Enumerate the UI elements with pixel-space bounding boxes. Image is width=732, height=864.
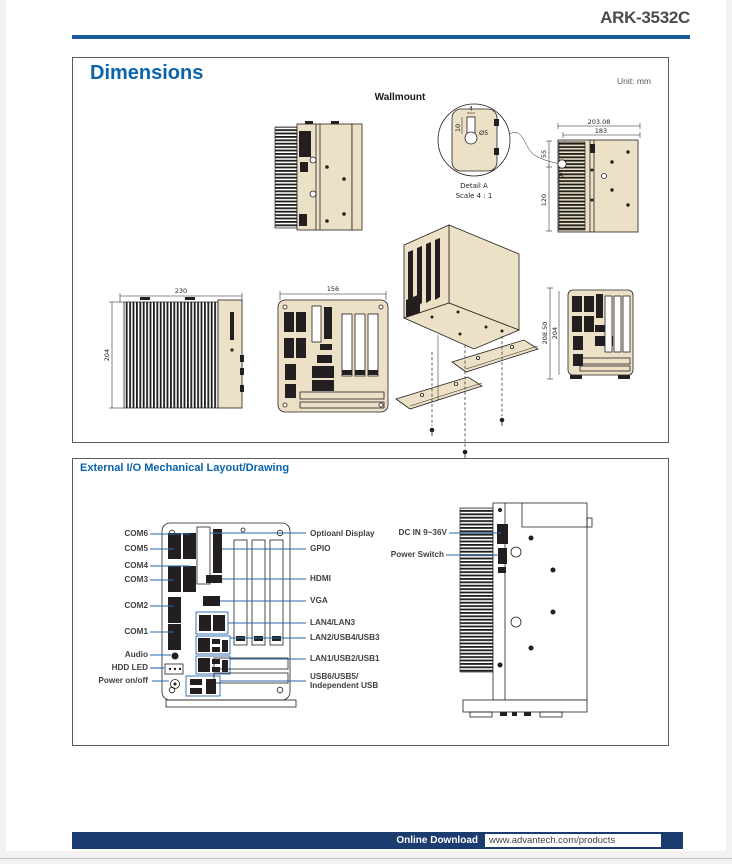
svg-text:204: 204 <box>103 348 111 362</box>
svg-text:10: 10 <box>454 123 462 133</box>
svg-text:Detail A: Detail A <box>460 182 488 190</box>
io-label-power-switch: Power Switch <box>390 550 444 559</box>
io-label-gpio: GPIO <box>310 544 331 553</box>
svg-text:Scale 4 : 1: Scale 4 : 1 <box>455 192 493 200</box>
svg-text:208.50: 208.50 <box>541 321 549 345</box>
product-title: ARK-3532C <box>600 8 690 27</box>
wallmount-label: Wallmount <box>374 92 426 103</box>
io-label-lan4-lan3: LAN4/LAN3 <box>310 618 356 627</box>
io-label-hdd-led: HDD LED <box>111 663 148 672</box>
io-label-vga: VGA <box>310 596 328 605</box>
io-label-com6: COM6 <box>124 529 148 538</box>
svg-text:55: 55 <box>540 149 548 159</box>
svg-text:203.08: 203.08 <box>587 118 611 126</box>
unit-label: Unit: mm <box>617 76 651 86</box>
io-label-independent-usb: Independent USB <box>310 681 379 690</box>
io-label-lan1-usb2-usb1: LAN1/USB2/USB1 <box>310 654 380 663</box>
svg-text:Ø5: Ø5 <box>479 129 489 137</box>
io-label-com2: COM2 <box>124 601 148 610</box>
drawing-side-view-230 <box>103 287 244 408</box>
online-download-label: Online Download <box>396 835 478 846</box>
dimensions-title: Dimensions <box>90 62 204 84</box>
page-bottom-line <box>0 858 732 859</box>
io-label-lan2-usb4-usb3: LAN2/USB4/USB3 <box>310 633 380 642</box>
svg-text:A: A <box>558 171 564 179</box>
io-label-optional-display: Optioanl Display <box>310 529 375 538</box>
svg-text:230: 230 <box>174 287 188 295</box>
io-label-audio: Audio <box>124 650 148 659</box>
svg-text:120: 120 <box>540 193 548 207</box>
io-label-com3: COM3 <box>124 575 148 584</box>
io-section-title: External I/O Mechanical Layout/Drawing <box>80 462 290 474</box>
svg-text:204: 204 <box>551 326 559 340</box>
footer-download-bar <box>72 832 683 849</box>
drawing-io-side-panel <box>460 503 592 717</box>
io-label-com5: COM5 <box>124 544 148 553</box>
io-label-com1: COM1 <box>124 627 148 636</box>
drawing-side-view-208 <box>541 288 633 379</box>
io-label-power-onoff: Power on/off <box>98 676 148 685</box>
drawing-wallmount-side-view <box>275 121 362 230</box>
svg-text:4: 4 <box>468 104 474 113</box>
drawing-isometric-exploded <box>396 225 538 458</box>
io-label-hdmi: HDMI <box>310 574 331 583</box>
drawing-front-view-156 <box>278 285 388 412</box>
svg-text:183: 183 <box>594 127 608 135</box>
drawing-rear-mount-view <box>540 118 640 232</box>
svg-text:156: 156 <box>326 285 340 293</box>
io-label-dc-in: DC IN 9~36V <box>398 528 447 537</box>
download-url[interactable]: www.advantech.com/products <box>485 834 661 847</box>
io-label-usb6-usb5: USB6/USB5/ <box>310 672 359 681</box>
io-label-com4: COM4 <box>124 561 148 570</box>
drawing-io-front-panel <box>162 523 296 707</box>
